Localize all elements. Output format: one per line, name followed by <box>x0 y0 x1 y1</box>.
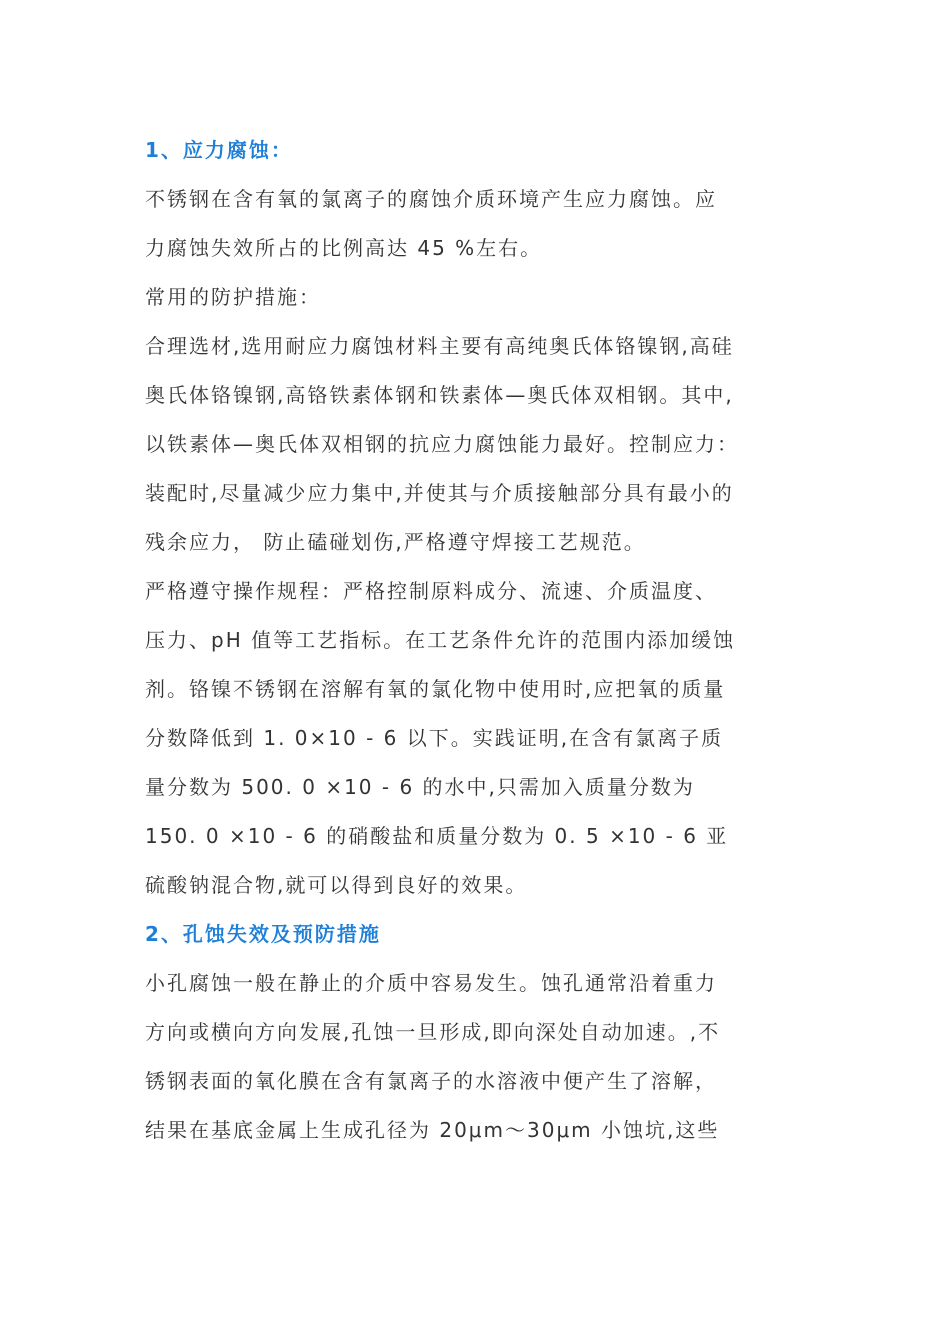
text-line: 结果在基底金属上生成孔径为 20μm～30μm 小蚀坑,这些 <box>145 1118 720 1142</box>
text-line: 压力、pH 值等工艺指标。在工艺条件允许的范围内添加缓蚀 <box>145 628 736 652</box>
text-line: 合理选材,选用耐应力腐蚀材料主要有高纯奥氏体铬镍钢,高硅 <box>145 334 734 358</box>
text-line: 小孔腐蚀一般在静止的介质中容易发生。蚀孔通常沿着重力 <box>145 971 717 995</box>
text-line: 奥氏体铬镍钢,高铬铁素体钢和铁素体—奥氏体双相钢。其中, <box>145 383 734 407</box>
text-line: 以铁素体—奥氏体双相钢的抗应力腐蚀能力最好。控制应力： <box>145 432 739 456</box>
text-line: 分数降低到 1. 0×10 - 6 以下。实践证明,在含有氯离子质 <box>145 726 724 750</box>
section-1-heading: 1、应力腐蚀： <box>145 138 293 162</box>
text-line: 硫酸钠混合物,就可以得到良好的效果。 <box>145 873 528 897</box>
section-2-paragraph <box>145 959 815 1155</box>
text-line: 150. 0 ×10 - 6 的硝酸盐和质量分数为 0. 5 ×10 - 6 亚 <box>145 824 729 848</box>
text-line: 力腐蚀失效所占的比例高达 45 %左右。 <box>145 236 543 260</box>
text-line: 不锈钢在含有氧的氯离子的腐蚀介质环境产生应力腐蚀。应 <box>145 187 717 211</box>
text-line: 装配时,尽量减少应力集中,并使其与介质接触部分具有最小的 <box>145 481 734 505</box>
measures-label: 常用的防护措施： <box>145 285 321 309</box>
measures-paragraph-2 <box>145 567 815 910</box>
section-1-intro <box>145 175 815 273</box>
text-line: 残余应力， 防止磕碰划伤,严格遵守焊接工艺规范。 <box>145 530 646 554</box>
text-line: 锈钢表面的氧化膜在含有氯离子的水溶液中便产生了溶解， <box>145 1069 717 1093</box>
text-line: 严格遵守操作规程：严格控制原料成分、流速、介质温度、 <box>145 579 717 603</box>
section-2-heading: 2、孔蚀失效及预防措施 <box>145 922 381 946</box>
text-line: 量分数为 500. 0 ×10 - 6 的水中,只需加入质量分数为 <box>145 775 695 799</box>
document-page <box>145 126 815 1155</box>
text-line: 方向或横向方向发展,孔蚀一旦形成,即向深处自动加速。,不 <box>145 1020 721 1044</box>
measures-paragraph-1 <box>145 322 815 567</box>
text-line: 剂。铬镍不锈钢在溶解有氧的氯化物中使用时,应把氧的质量 <box>145 677 726 701</box>
